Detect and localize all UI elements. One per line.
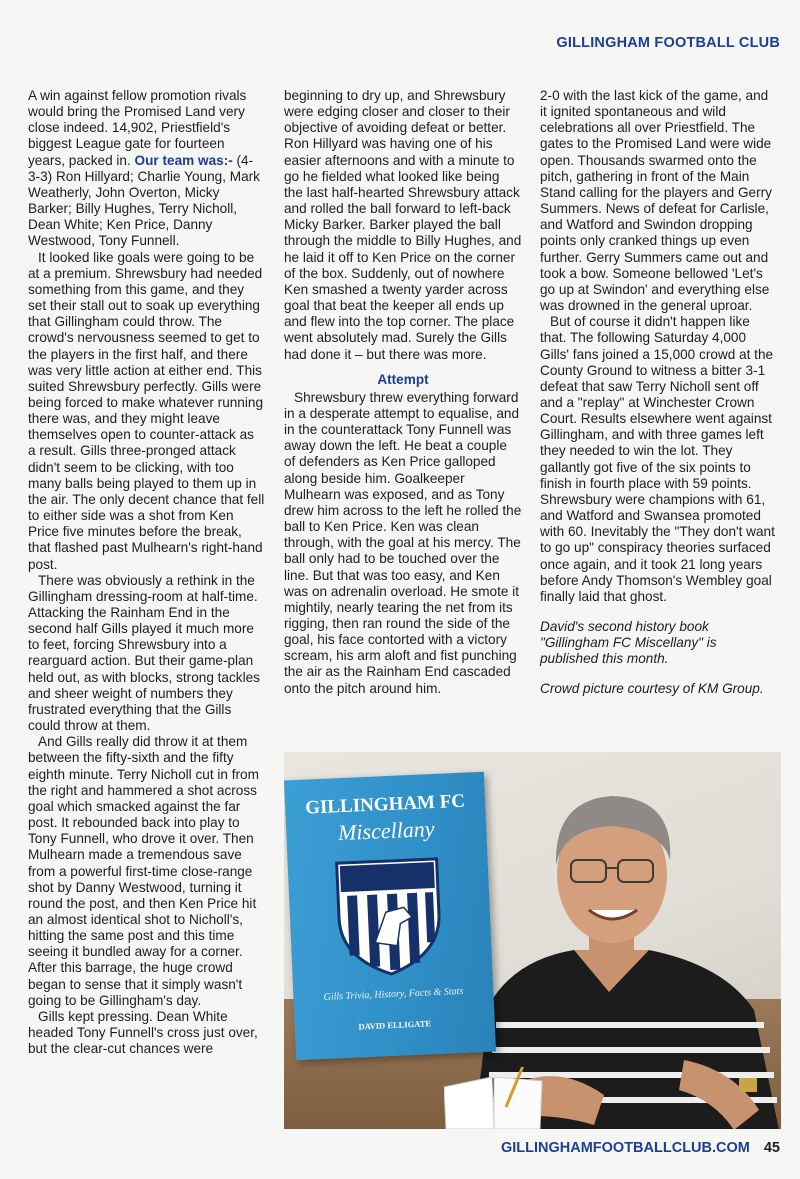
book-author: DAVID ELLIGATE bbox=[358, 1018, 432, 1032]
open-book bbox=[444, 1067, 544, 1129]
page-number: 45 bbox=[763, 1140, 780, 1156]
book-cover bbox=[284, 772, 496, 1060]
footer-site: GILLINGHAMFOOTBALLCLUB.COM bbox=[500, 1140, 750, 1156]
column-1 bbox=[28, 88, 265, 1057]
section-heading: Attempt bbox=[377, 371, 429, 387]
team-lineup: (4-3-3) Ron Hillyard; Charlie Young, Mark Weatherly, John Overton, Micky Barker; Billy Hughes, Terry Nicholl, Dean White; Ken Price, Danny Westwood, Tony Funnell. bbox=[28, 152, 260, 249]
book-title: GILLINGHAM FC bbox=[304, 790, 466, 819]
paragraph: 2-0 with the last kick of the game, and it ignited spontaneous and wild celebrations all over Priestfield. The gates to the Promised Land were wide open. Thousands swarmed onto the pitch, gathering in front of the Main Stand calling for the players and Gerry Summers. News of defeat for Carlisle, and Watford and Swindon dropping points only cranked things up even further. Gerry Summers came out and took a bow. Someone bellowed 'Let's go up at Swindon' and everything else was drowned in the general uproar. bbox=[540, 88, 772, 314]
book-note: David's second history book "Gillingham FC Miscellany" is published this month. bbox=[540, 619, 717, 667]
photo-credit: Crowd picture courtesy of KM Group. bbox=[540, 681, 764, 697]
column-3 bbox=[540, 88, 778, 698]
book-subtitle: Miscellany bbox=[337, 815, 436, 846]
author-photo bbox=[284, 752, 781, 1129]
paragraph: And Gills really did throw it at them between the fifty-sixth and the fifty eighth minute. Terry Nicholl cut in from the right and hammered a shot across goal which smacked against the far post. It rebounded back into play to Tony Funnell, who drove it over. Then Mulhearn made a tremendous save from a powerful first-time close-range shot by Danny Westwood, turning it round the post, and then Ken Price hit an almost identical shot to Nicholl's, hitting the same post and this time seeing it bundled away for a corner. After this barrage, the huge crowd began to sense that it simply wasn't going to be Gillingham's day. bbox=[28, 734, 259, 1008]
team-heading: Our team was:- bbox=[134, 152, 233, 168]
paragraph bbox=[28, 88, 265, 250]
paragraph: Gills kept pressing. Dean White headed Tony Funnell's cross just over, but the clear-cut chances were bbox=[28, 1008, 258, 1057]
paragraph: It looked like goals were going to be at a premium. Shrewsbury had needed something from this game, and they set their stall out to soak up everything that Gillingham could throw. The crowd's nervousness seemed to get to the players in the first half, and there was very little action at either end. This suited Shrewsbury perfectly. Gills were being forced to make whatever running there was, and they might leave themselves open to counter-attack as a result. Gills three-pronged attack didn't seem to be clicking, with too many balls being played to them up in the air. The only decent chance that fell to either side was a shot from Ken Price five minutes before the break, that flashed past Mulhearn's right-hand post. bbox=[28, 249, 265, 572]
column-2 bbox=[284, 88, 522, 697]
paragraph-text: A win against fellow promotion rivals would bring the Promised Land very close indeed. 14,902, Priestfield's biggest League gate for fourteen years, packed in. bbox=[28, 88, 247, 168]
book-tagline: Gills Trivia, History, Facts & Stats bbox=[323, 985, 464, 1003]
paragraph: There was obviously a rethink in the Gillingham dressing-room at half-time. Attacking the Rainham End in the second half Gills played it much more to feet, forcing Shrewsbury into a rearguard action. But their game-plan held out, as with blocks, strong tackles and sheer weight of numbers they frustrated everything that the Gills could throw at them. bbox=[28, 572, 260, 734]
page-footer bbox=[501, 1140, 780, 1156]
paragraph: beginning to dry up, and Shrewsbury were edging closer and closer to their objective of avoiding defeat or better. Ron Hillyard was having one of his easier afternoons and with a minute to go he fielded what looked like being the last half-hearted Shrewsbury attack and rolled the ball forward to left-back Micky Barker. Barker played the ball through the middle to Billy Hughes, and he laid it off to Ken Price on the corner of the box. Suddenly, out of nowhere Ken smashed a twenty yarder across goal that beat the keeper all ends up and flew into the top corner. The place went absolutely mad. Surely the Gills had done it – but there was more. bbox=[284, 88, 522, 362]
paragraph: Shrewsbury threw everything forward in a desperate attempt to equalise, and in the counterattack Tony Funnell was away down the left. He beat a couple of defenders as Ken Price galloped along beside him. Goalkeeper Mulhearn was exposed, and as Tony drew him across to the left he rolled the ball to Ken Price. Ken was clean through, with the goal at his mercy. The ball only had to be touched over the line. But that was too easy, and Ken was on adrenalin overload. He smote it mightily, nearly tearing the net from its rigging, then ran round the side of the goal, his face contorted with a victory scream, his arm aloft and fist punching the air as the Rainham End cascaded onto the pitch around him. bbox=[284, 389, 522, 696]
running-header: GILLINGHAM FOOTBALL CLUB bbox=[556, 35, 780, 51]
club-crest-icon bbox=[331, 854, 446, 979]
paragraph: But of course it didn't happen like that. The following Saturday 4,000 Gills' fans joined a 15,000 crowd at the County Ground to witness a bitter 3-1 defeat that saw Terry Nicholl sent off and a "replay" at Winchester Crown Court. Results elsewhere went against Gillingham, and with three games left they needed to win the lot. They gallantly got five of the six points to finish in fourth place with 59 points. Shrewsbury were champions with 61, and Watford and Swansea promoted with 60. Inevitably the "They don't want to go up" conspiracy theories surfaced once again, and it took 21 long years before Andy Thomson's Wembley goal finally laid that ghost. bbox=[540, 314, 775, 604]
